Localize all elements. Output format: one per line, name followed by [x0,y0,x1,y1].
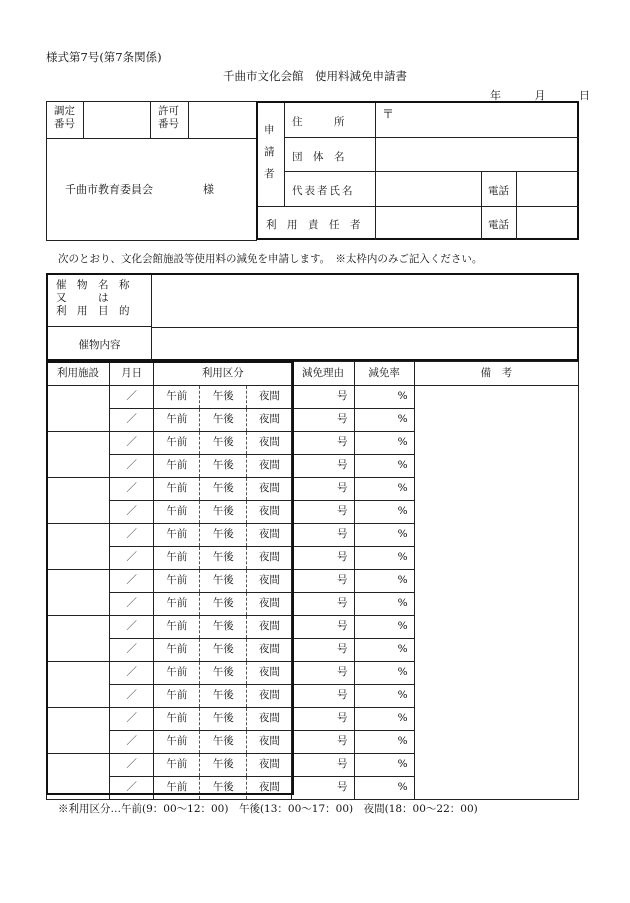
night-option[interactable]: 夜間 [247,478,292,501]
usage-table [46,361,579,800]
rate-cell[interactable]: % [354,386,414,409]
permit-number-label-cell [151,102,189,138]
morning-option[interactable]: 午前 [154,708,200,731]
rate-cell[interactable]: % [354,524,414,547]
remarks-cell[interactable] [414,386,578,800]
morning-option[interactable]: 午前 [154,662,200,685]
morning-option[interactable]: 午前 [154,685,200,708]
event-content-label: 催物内容 [78,339,121,351]
date-cell[interactable] [110,386,154,409]
afternoon-option[interactable]: 午後 [200,570,247,593]
group-name-label: 団 体 名 [292,151,345,163]
event-name-label-cell [48,275,152,327]
morning-option[interactable]: 午前 [154,524,200,547]
afternoon-option[interactable]: 午後 [200,685,247,708]
date-slash: ／ [126,505,137,518]
afternoon-option[interactable]: 午後 [200,731,247,754]
morning-option[interactable]: 午前 [154,593,200,616]
night-option[interactable]: 夜間 [247,754,292,777]
date-cell[interactable] [110,593,154,616]
date-cell[interactable] [110,455,154,478]
rate-cell[interactable]: % [354,547,414,570]
date-cell[interactable] [110,432,154,455]
night-option[interactable]: 夜間 [247,386,292,409]
date-slash: ／ [126,459,137,472]
afternoon-option[interactable]: 午後 [200,478,247,501]
rate-cell[interactable]: % [354,478,414,501]
address-label: 住 所 [292,116,345,128]
night-option[interactable]: 夜間 [247,777,292,800]
date-slash: ／ [126,436,137,449]
reason-cell[interactable]: 号 [292,455,354,478]
morning-option[interactable]: 午前 [154,754,200,777]
rate-cell[interactable]: % [354,501,414,524]
morning-option[interactable]: 午前 [154,478,200,501]
night-option[interactable]: 夜間 [247,639,292,662]
night-option[interactable]: 夜間 [247,524,292,547]
reason-cell[interactable]: 号 [292,501,354,524]
morning-option[interactable]: 午前 [154,547,200,570]
afternoon-option[interactable]: 午後 [200,547,247,570]
date-slash: ／ [126,551,137,564]
facility-cell[interactable] [47,570,110,616]
afternoon-option[interactable]: 午後 [200,708,247,731]
night-option[interactable]: 夜間 [247,731,292,754]
night-option[interactable]: 夜間 [247,570,292,593]
representative-phone-field[interactable] [517,171,579,206]
date-slash: ／ [126,528,137,541]
afternoon-option[interactable]: 午後 [200,616,247,639]
header-category: 利用区分 [154,362,292,386]
reason-cell[interactable]: 号 [292,478,354,501]
header-remarks: 備 考 [414,362,578,386]
event-content-field[interactable] [152,327,577,361]
rate-cell[interactable]: % [354,639,414,662]
reason-cell[interactable]: 号 [292,639,354,662]
afternoon-option[interactable]: 午後 [200,777,247,800]
date-slash: ／ [126,758,137,771]
afternoon-option[interactable]: 午後 [200,501,247,524]
rate-cell[interactable]: % [354,616,414,639]
group-name-field[interactable] [376,137,579,171]
date-slash: ／ [126,390,137,403]
reason-cell[interactable]: 号 [292,685,354,708]
table-header-row [47,362,579,386]
rate-cell[interactable]: % [354,662,414,685]
event-box [46,273,579,361]
night-option[interactable]: 夜間 [247,685,292,708]
date-slash: ／ [126,735,137,748]
rate-cell[interactable]: % [354,708,414,731]
reason-cell[interactable]: 号 [292,708,354,731]
reason-cell[interactable]: 号 [292,547,354,570]
date-slash: ／ [126,643,137,656]
date-cell[interactable] [110,639,154,662]
date-slash: ／ [126,574,137,587]
reason-cell[interactable]: 号 [292,777,354,800]
reason-cell[interactable]: 号 [292,662,354,685]
adjustment-number-label: 調定 番号 [54,105,75,130]
date-slash: ／ [126,712,137,725]
responsible-phone-label: 電話 [488,219,509,231]
rate-cell[interactable]: % [354,409,414,432]
rate-cell[interactable]: % [354,685,414,708]
reason-cell[interactable]: 号 [292,754,354,777]
date-cell[interactable] [110,524,154,547]
afternoon-option[interactable]: 午後 [200,662,247,685]
date-slash: ／ [126,781,137,794]
form-title: 千曲市文化会館 使用料減免申請書 [223,69,407,83]
date-cell[interactable] [110,478,154,501]
office-use-box [46,101,257,241]
afternoon-option[interactable]: 午後 [200,386,247,409]
night-option[interactable]: 夜間 [247,708,292,731]
address-field[interactable] [376,103,579,137]
afternoon-option[interactable]: 午後 [200,409,247,432]
facility-cell[interactable] [47,754,110,800]
date-slash: ／ [126,666,137,679]
morning-option[interactable]: 午前 [154,386,200,409]
morning-option[interactable]: 午前 [154,639,200,662]
reason-cell[interactable]: 号 [292,432,354,455]
reason-cell[interactable]: 号 [292,524,354,547]
night-option[interactable]: 夜間 [247,616,292,639]
morning-option[interactable]: 午前 [154,409,200,432]
instruction-note: 次のとおり、文化会館施設等使用料の減免を申請します。 ※太枠内のみご記入ください。 [58,253,483,265]
date-slash: ／ [126,620,137,633]
reason-cell[interactable]: 号 [292,386,354,409]
morning-option[interactable]: 午前 [154,570,200,593]
time-slot-footnote: ※利用区分…午前(9：00～12：00) 午後(13：00～17：00) 夜間(18：00～22：00) [58,803,478,815]
afternoon-option[interactable]: 午後 [200,593,247,616]
addressee [47,138,256,240]
date-cell[interactable] [110,570,154,593]
date-month-label: 月 [534,89,546,102]
addressee-honorific: 様 [203,183,214,196]
header-date: 月日 [110,362,154,386]
date-cell[interactable] [110,754,154,777]
addressee-name: 千曲市教育委員会 [65,183,153,196]
reason-cell[interactable]: 号 [292,409,354,432]
facility-cell[interactable] [47,478,110,524]
header-reason: 減免理由 [292,362,354,386]
applicant-box [256,101,579,240]
date-slash: ／ [126,597,137,610]
table-row [47,386,579,409]
permit-number-field[interactable] [189,102,256,138]
adjustment-number-field[interactable] [84,102,151,138]
rate-cell[interactable]: % [354,754,414,777]
date-cell[interactable] [110,409,154,432]
night-option[interactable]: 夜間 [247,432,292,455]
reason-cell[interactable]: 号 [292,616,354,639]
afternoon-option[interactable]: 午後 [200,524,247,547]
morning-option[interactable]: 午前 [154,777,200,800]
responsible-phone-field[interactable] [517,206,579,240]
date-cell[interactable] [110,731,154,754]
responsible-person-field[interactable] [376,206,482,240]
facility-cell[interactable] [47,616,110,662]
night-option[interactable]: 夜間 [247,662,292,685]
date-cell[interactable] [110,547,154,570]
responsible-person-label: 利 用 責 任 者 [266,219,361,231]
rate-cell[interactable]: % [354,593,414,616]
adjustment-number-label-cell [47,102,84,138]
date-cell[interactable] [110,777,154,800]
applicant-label: 申 請 者 [264,124,275,180]
rate-cell[interactable]: % [354,455,414,478]
reason-cell[interactable]: 号 [292,593,354,616]
morning-option[interactable]: 午前 [154,432,200,455]
facility-cell[interactable] [47,432,110,478]
date-year-label: 年 [490,89,501,102]
facility-cell[interactable] [47,386,110,432]
date-slash: ／ [126,482,137,495]
night-option[interactable]: 夜間 [247,455,292,478]
header-rate: 減免率 [354,362,414,386]
event-content-label-cell [48,327,152,361]
morning-option[interactable]: 午前 [154,501,200,524]
office-use-row [47,102,256,139]
representative-label: 代表者氏名 [292,185,355,197]
night-option[interactable]: 夜間 [247,501,292,524]
reason-cell[interactable]: 号 [292,731,354,754]
rate-cell[interactable]: % [354,570,414,593]
morning-option[interactable]: 午前 [154,731,200,754]
rate-cell[interactable]: % [354,731,414,754]
header-facility: 利用施設 [47,362,110,386]
facility-cell[interactable] [47,524,110,570]
date-slash: ／ [126,689,137,702]
night-option[interactable]: 夜間 [247,547,292,570]
night-option[interactable]: 夜間 [247,593,292,616]
date-cell[interactable] [110,662,154,685]
date-cell[interactable] [110,501,154,524]
representative-phone-label: 電話 [488,185,509,197]
permit-number-label: 許可 番号 [158,105,179,130]
representative-name-field[interactable] [376,171,482,206]
facility-cell[interactable] [47,708,110,754]
postal-mark: 〒 [382,107,395,121]
morning-option[interactable]: 午前 [154,616,200,639]
afternoon-option[interactable]: 午後 [200,639,247,662]
form-number: 様式第7号(第7条関係) [46,50,162,64]
date-cell[interactable] [110,616,154,639]
rate-cell[interactable]: % [354,777,414,800]
rate-cell[interactable]: % [354,432,414,455]
afternoon-option[interactable]: 午後 [200,455,247,478]
date-cell[interactable] [110,685,154,708]
date-day-label: 日 [579,89,590,102]
afternoon-option[interactable]: 午後 [200,432,247,455]
afternoon-option[interactable]: 午後 [200,754,247,777]
date-slash: ／ [126,413,137,426]
date-cell[interactable] [110,708,154,731]
night-option[interactable]: 夜間 [247,409,292,432]
morning-option[interactable]: 午前 [154,455,200,478]
event-name-label: 催 物 名 称 又 は 利 用 目 的 [56,279,130,317]
facility-cell[interactable] [47,662,110,708]
event-name-field[interactable] [152,275,577,328]
reason-cell[interactable]: 号 [292,570,354,593]
